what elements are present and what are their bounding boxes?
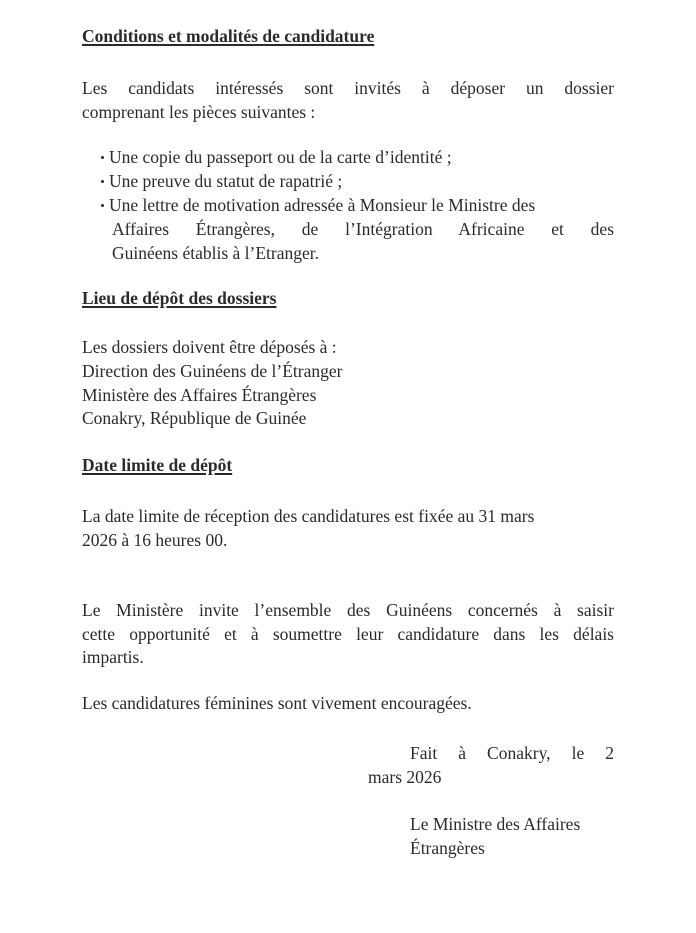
list-item-text: Une preuve du statut de rapatrié ; bbox=[109, 171, 343, 191]
list-item bbox=[101, 169, 342, 193]
intro-line-1: Les candidats intéressés sont invités à déposer un dossier bbox=[82, 78, 614, 98]
date-limite-line-1: La date limite de réception des candidatures est fixée au 31 mars bbox=[82, 506, 535, 526]
section-heading-lieu: Lieu de dépôt des dossiers bbox=[82, 288, 277, 308]
list-item-continuation: Guinéens établis à l’Etranger. bbox=[112, 243, 320, 263]
intro-line-2: comprenant les pièces suivantes : bbox=[82, 102, 316, 122]
signature-place-line-1: Fait à Conakry, le 2 bbox=[410, 743, 614, 763]
signature-title-line-2: Étrangères bbox=[410, 838, 485, 858]
invitation-line-3: impartis. bbox=[82, 647, 144, 667]
signature-place-line-2: mars 2026 bbox=[368, 767, 442, 787]
lieu-line: Ministère des Affaires Étrangères bbox=[82, 385, 317, 405]
list-item bbox=[101, 193, 535, 217]
invitation-line-1: Le Ministère invite l’ensemble des Guinéens concernés à saisir bbox=[82, 600, 614, 620]
section-heading-date-limite: Date limite de dépôt bbox=[82, 455, 233, 475]
section-heading-conditions: Conditions et modalités de candidature bbox=[82, 26, 375, 46]
lieu-line: Les dossiers doivent être déposés à : bbox=[82, 337, 337, 357]
bullet-icon bbox=[101, 180, 104, 183]
signature-title-line-1: Le Ministre des Affaires bbox=[410, 814, 581, 834]
list-item bbox=[101, 145, 452, 169]
invitation-line-2: cette opportunité et à soumettre leur candidature dans les délais bbox=[82, 624, 614, 644]
bullet-icon bbox=[101, 156, 104, 159]
date-limite-line-2: 2026 à 16 heures 00. bbox=[82, 530, 228, 550]
encouragement-text: Les candidatures féminines sont vivement encouragées. bbox=[82, 693, 472, 713]
list-item-text: Une lettre de motivation adressée à Monsieur le Ministre des bbox=[109, 195, 536, 215]
lieu-line: Conakry, République de Guinée bbox=[82, 408, 307, 428]
list-item-continuation: Affaires Étrangères, de l’Intégration Africaine et des bbox=[112, 219, 614, 239]
bullet-icon bbox=[101, 204, 104, 207]
lieu-line: Direction des Guinéens de l’Étranger bbox=[82, 361, 343, 381]
list-item-text: Une copie du passeport ou de la carte d’identité ; bbox=[109, 147, 452, 167]
